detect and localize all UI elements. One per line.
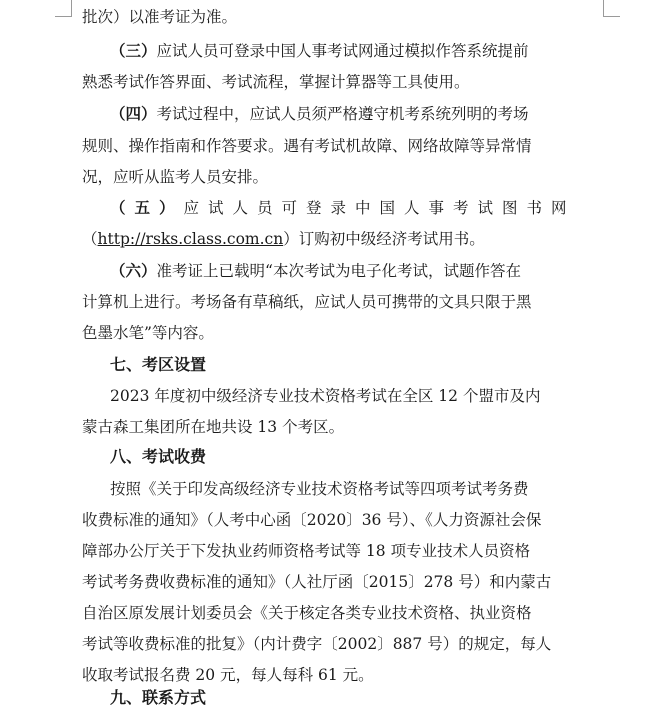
line-text: 自治区原发展计划委员会《关于核定各类专业技术资格、执业资格 <box>82 604 532 622</box>
line-text: 考试考务费收费标准的通知》（人社厅函〔2015〕278 号）和内蒙古 <box>82 573 552 591</box>
bookstore-link[interactable]: http://rsks.class.com.cn <box>97 230 284 248</box>
line-text: ）订购初中级经济考试用书。 <box>283 230 485 248</box>
item-3-line <box>110 36 582 66</box>
line-text: 熟悉考试作答界面、考试流程，掌握计算器等工具使用。 <box>82 73 470 91</box>
text-line <box>110 474 582 504</box>
line-text: 2023 年度初中级经济专业技术资格考试在全区 12 个盟市及内 <box>110 387 541 405</box>
section-heading: 九、联系方式 <box>110 688 207 707</box>
line-text: 收取考试报名费 20 元，每人每科 61 元。 <box>82 666 374 684</box>
text-line <box>82 629 582 659</box>
item-number: （五） <box>110 198 184 217</box>
line-text: 批次）以准考证为准。 <box>82 8 238 26</box>
section-heading: 七、考区设置 <box>110 355 207 374</box>
line-text: 应试人员可登录中国人事考试图书网 <box>183 199 576 217</box>
text-line <box>82 505 582 535</box>
text-line <box>82 224 582 254</box>
page-margin-mark-right <box>603 0 620 17</box>
text-line <box>82 131 582 161</box>
paren: （ <box>82 230 98 248</box>
item-4-line <box>110 99 582 129</box>
line-text: 况，应听从监考人员安排。 <box>82 168 269 186</box>
item-number: （三） <box>110 41 157 60</box>
line-text: 按照《关于印发高级经济专业技术资格考试等四项考试考务费 <box>110 480 529 498</box>
line-text: 蒙古森工集团所在地共设 13 个考区。 <box>82 418 345 436</box>
text-line <box>82 318 582 348</box>
item-number: （六） <box>110 261 157 280</box>
text-line <box>82 598 582 628</box>
text-line <box>110 381 582 411</box>
item-number: （四） <box>110 104 157 123</box>
line-text: 计算机上进行。考场备有草稿纸，应试人员可携带的文具只限于黑 <box>82 293 532 311</box>
line-text: 准考证上已载明“本次考试为电子化考试，试题作答在 <box>156 262 521 280</box>
line-text: 考试过程中，应试人员须严格遵守机考系统列明的考场 <box>156 105 529 123</box>
line-text: 规则、操作指南和作答要求。遇有考试机故障、网络故障等异常情 <box>82 137 532 155</box>
line-text: 考试等收费标准的批复》（内计费字〔2002〕887 号）的规定，每人 <box>82 635 552 653</box>
line-text: 应试人员可登录中国人事考试网通过模拟作答系统提前 <box>156 42 529 60</box>
text-line <box>82 162 582 192</box>
text-line <box>82 567 582 597</box>
text-line <box>82 67 582 97</box>
line-text: 色墨水笔”等内容。 <box>82 324 214 342</box>
line-text: 障部办公厅关于下发执业药师资格考试等 18 项专业技术人员资格 <box>82 542 531 560</box>
section-heading: 八、考试收费 <box>110 447 207 466</box>
text-line <box>82 536 582 566</box>
page-margin-mark-left <box>55 0 72 17</box>
item-6-line <box>110 256 582 286</box>
text-line <box>82 287 582 317</box>
text-line <box>82 412 582 442</box>
line-text: 收费标准的通知》（人考中心函〔2020〕36 号）、《人力资源社会保 <box>82 511 542 529</box>
item-5-line <box>110 193 582 223</box>
text-line <box>82 2 247 32</box>
